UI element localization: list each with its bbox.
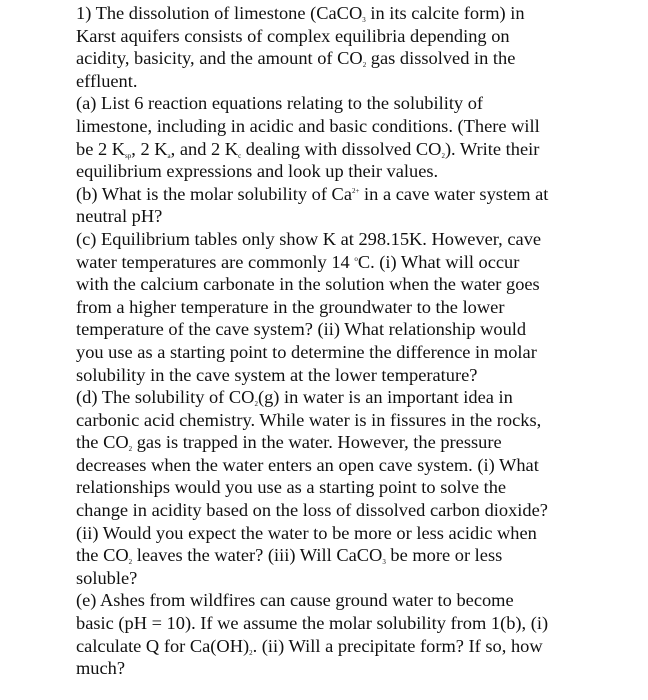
subscript: c bbox=[238, 151, 242, 160]
text-line: Karst aquifers consists of complex equilibria depending on bbox=[76, 25, 510, 46]
text-line: solubility in the cave system at the lower temperature? bbox=[76, 364, 478, 385]
text-line: (e) Ashes from wildfires can cause ground water to become bbox=[76, 590, 514, 611]
degree-superscript: o bbox=[354, 254, 358, 263]
subscript: 2 bbox=[128, 445, 133, 454]
subscript: 2 bbox=[362, 61, 367, 70]
text-line: carbonic acid chemistry. While water is in fissures in the rocks, bbox=[76, 409, 542, 430]
text-line: (b) What is the molar solubility of $Ca^{2+}$ in a cave water system at bbox=[76, 183, 549, 204]
text-line: soluble? bbox=[76, 567, 138, 588]
text-line: neutral pH? bbox=[76, 206, 163, 227]
subscript: 3 bbox=[382, 558, 386, 567]
text-line: 1) The dissolution of limestone (CaCO3 in its calcite form) in bbox=[76, 3, 525, 24]
text-line: the CO2 gas is trapped in the water. However, the pressure bbox=[76, 432, 502, 454]
text-line: relationships would you use as a starting point to solve the bbox=[76, 477, 507, 498]
text-line: acidity, basicity, and the amount of CO2 gas dissolved in the bbox=[76, 48, 516, 70]
text-line: (d) The solubility of CO2(g) in water is an important idea in bbox=[76, 387, 513, 409]
problem-text bbox=[76, 2, 576, 680]
text-line: (c) Equilibrium tables only show K at 298.15K. However, cave bbox=[76, 228, 542, 249]
subscript: sp bbox=[125, 151, 132, 160]
text-line: limestone, including in acidic and basic conditions. (There will bbox=[76, 115, 540, 136]
text-line: from a higher temperature in the groundwater to the lower bbox=[76, 296, 505, 317]
text-line: (ii) Would you expect the water to be more or less acidic when bbox=[76, 522, 537, 543]
subscript: 2 bbox=[254, 400, 258, 409]
text-line: change in acidity based on the loss of dissolved carbon dioxide? bbox=[76, 500, 548, 521]
subscript: 2 bbox=[441, 151, 445, 160]
subscript: a bbox=[167, 151, 171, 160]
text-line: temperature of the cave system? (ii) What relationship would bbox=[76, 319, 527, 340]
text-line: (a) List 6 reaction equations relating to the solubility of bbox=[76, 93, 484, 114]
text-line: much? bbox=[76, 658, 126, 679]
text-line: you use as a starting point to determine the difference in molar bbox=[76, 341, 537, 362]
text-line: effluent. bbox=[76, 70, 138, 91]
text-line: calculate Q for Ca(OH)2. (ii) Will a precipitate form? If so, how bbox=[76, 635, 543, 657]
text-line: with the calcium carbonate in the solution when the water goes bbox=[76, 274, 540, 295]
text-line: water temperatures are commonly 14 $^o$C. (i) What will occur bbox=[76, 251, 520, 272]
text-line: basic (pH = 10). If we assume the molar solubility from 1(b), (i) bbox=[76, 613, 549, 634]
text-line: decreases when the water enters an open cave system. (i) What bbox=[76, 454, 539, 475]
superscript: 2+ bbox=[352, 186, 360, 195]
text-line: be 2 Ksp, 2 Ka, and 2 Kc dealing with dissolved CO2). Write their bbox=[76, 138, 540, 160]
text-line: equilibrium expressions and look up their values. bbox=[76, 161, 439, 182]
subscript: 2 bbox=[128, 558, 133, 567]
subscript: 2 bbox=[249, 648, 253, 657]
subscript: 3 bbox=[362, 16, 366, 24]
text-line: the CO2 leaves the water? (iii) Will CaCO3 be more or less bbox=[76, 545, 503, 567]
